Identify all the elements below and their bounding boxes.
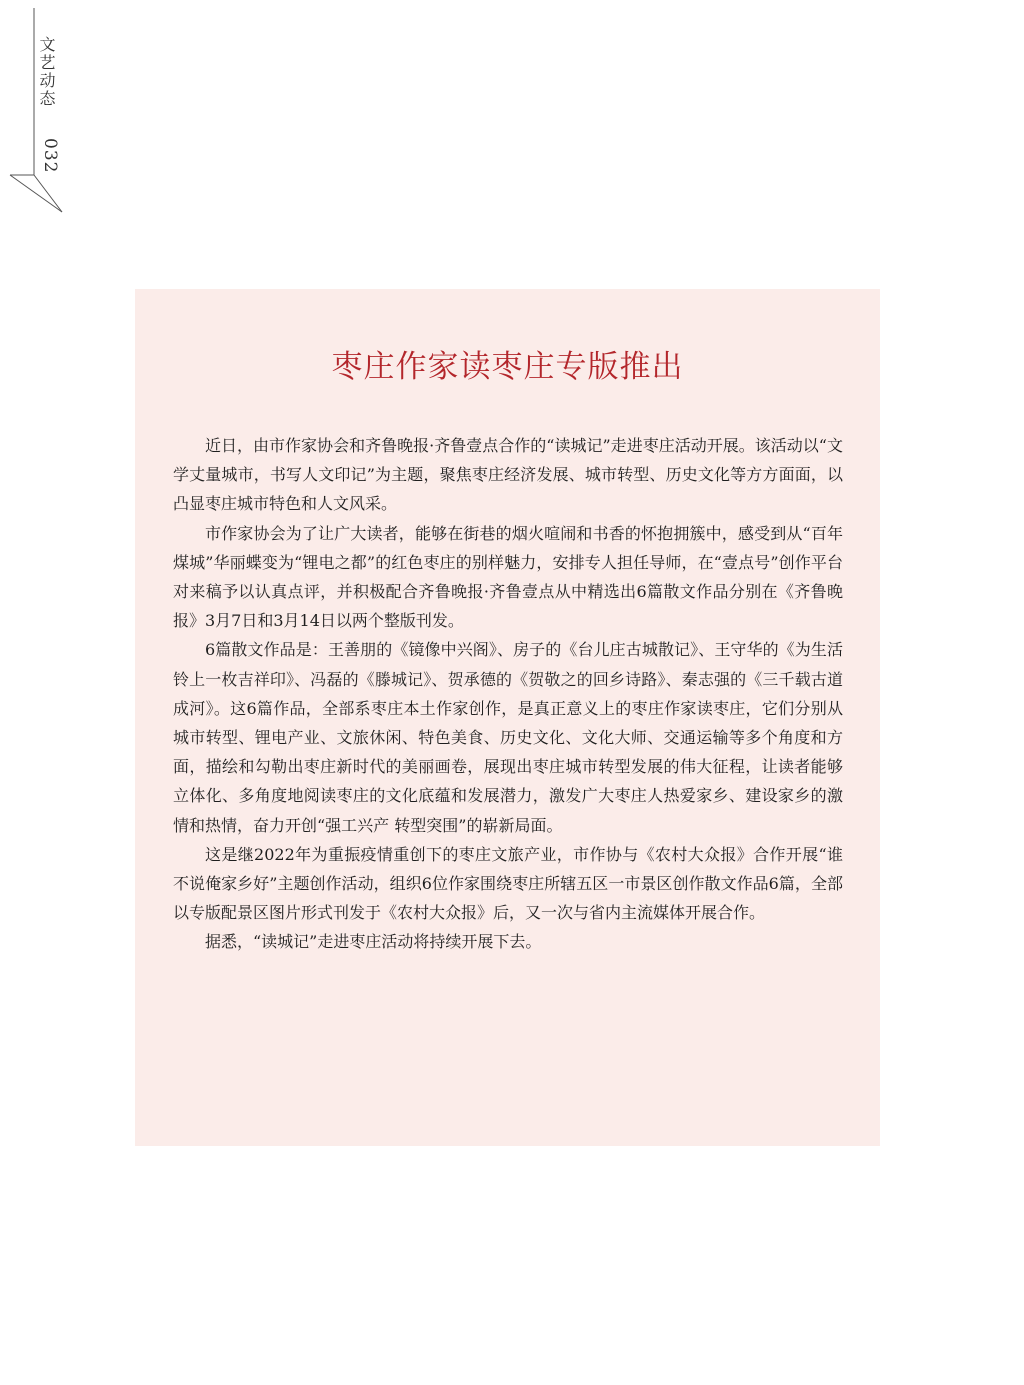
- article-paragraph: 6篇散文作品是：王善朋的《镜像中兴阁》、房子的《台儿庄古城散记》、王守华的《为生活铃上一枚吉祥印》、冯磊的《滕城记》、贺承德的《贺敬之的回乡诗路》、秦志强的《三千载古道成河》。这6篇作品，全部系枣庄本土作家创作，是真正意义上的枣庄作家读枣庄，它们分别从城市转型、锂电产业、文旅休闲、特色美食、历史文化、文化大师、交通运输等多个角度和方面，描绘和勾勒出枣庄新时代的美丽画卷，展现出枣庄城市转型发展的伟大征程，让读者能够立体化、多角度地阅读枣庄的文化底蕴和发展潜力，激发广大枣庄人热爱家乡、建设家乡的激情和热情，奋力开创“强工兴产 转型突围”的崭新局面。: [173, 640, 843, 835]
- article-panel: [135, 289, 880, 1146]
- article-paragraph: 近日，由市作家协会和齐鲁晚报·齐鲁壹点合作的“读城记”走进枣庄活动开展。该活动以“文学丈量城市，书写人文印记”为主题，聚焦枣庄经济发展、城市转型、历史文化等方方面面，以凸显枣庄城市特色和人文风采。: [173, 436, 843, 514]
- page-side-tab: [0, 0, 70, 220]
- page-number: 032: [40, 138, 60, 174]
- article-body: [173, 431, 843, 957]
- article-paragraph: 市作家协会为了让广大读者，能够在街巷的烟火喧闹和书香的怀抱拥簇中，感受到从“百年煤城”华丽蝶变为“锂电之都”的红色枣庄的别样魅力，安排专人担任导师，在“壹点号”创作平台对来稿予以认真点评，并积极配合齐鲁晚报·齐鲁壹点从中精选出6篇散文作品分别在《齐鲁晚报》3月7日和3月14日以两个整版刊发。: [173, 523, 843, 631]
- section-label: 文艺动态: [37, 36, 56, 108]
- side-tab-border: [0, 0, 70, 220]
- article-paragraph: 据悉，“读城记”走进枣庄活动将持续开展下去。: [205, 932, 542, 952]
- article-paragraph: 这是继2022年为重振疫情重创下的枣庄文旅产业，市作协与《农村大众报》合作开展“谁不说俺家乡好”主题创作活动，组织6位作家围绕枣庄所辖五区一市景区创作散文作品6篇，全部以专版配景区图片形式刊发于《农村大众报》后，又一次与省内主流媒体开展合作。: [173, 844, 843, 923]
- article-title: 枣庄作家读枣庄专版推出: [331, 349, 684, 385]
